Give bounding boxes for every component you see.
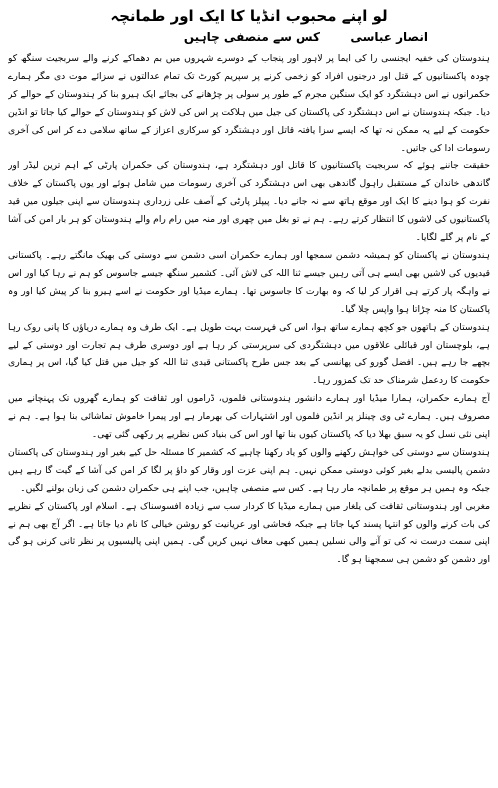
paragraph: آج ہمارے حکمران، ہمارا میڈیا اور ہمارے دانشور ہندوستانی فلموں، ڈراموں اور ثقافت کو ہمارے گھروں تک پہنچانے میں مصروف ہیں۔ ہمارے ٹی وی چینلز پر انڈین فلموں اور اشتہارات کی بھرمار ہے اور پیمرا خاموش تماشائی بنا ہوا ہے۔ ہم نے اپنی نئی نسل کو یہ سبق بھلا دیا کہ پاکستان کیوں بنا تھا اور اس کی بنیاد کس نظریے پر رکھی گئی تھی۔ xyxy=(8,393,490,441)
article-body xyxy=(8,50,490,788)
paragraph: مغربی اور ہندوستانی ثقافت کی یلغار میں ہمارے میڈیا کا کردار سب سے زیادہ افسوسناک ہے۔ اسلام اور پاکستان کے نظریے کی بات کرنے والوں کو انتہا پسند کہا جاتا ہے جبکہ فحاشی اور عریانیت کو روشن خیالی کا نام دیا جاتا ہے۔ اگر آج بھی ہم نے اپنی سمت درست نہ کی تو آنے والی نسلیں ہمیں کبھی معاف نہیں کریں گی۔ ہمیں اپنی پالیسیوں پر نظر ثانی کرنی ہو گی اور دشمن کو دشمن ہی سمجھنا ہو گا۔ xyxy=(8,500,490,566)
headline: لو اپنے محبوب انڈیا کا ایک اور طمانچہ xyxy=(110,7,388,25)
paragraph: ہندوستان سے دوستی کی خواہش رکھنے والوں کو یاد رکھنا چاہیے کہ کشمیر کا مسئلہ حل کیے بغیر اور ہندوستان کی پاکستان دشمن پالیسی بدلے بغیر کوئی دوستی ممکن نہیں۔ ہم اپنی عزت اور وقار کو داؤ پر لگا کر امن کی آشا کے گیت گا رہے ہیں جبکہ وہ ہمیں ہر موقع پر طمانچہ مار رہا ہے۔ کس سے منصفی چاہیں، جب اپنے ہی حکمران دشمن کی زبان بولنے لگیں۔ xyxy=(8,446,490,494)
subtitle: کس سے منصفی چاہیں xyxy=(183,30,320,44)
paragraph: حقیقت جاننے ہوئے کہ سربجیت پاکستانیوں کا قاتل اور دہشتگرد ہے، ہندوستان کی حکمران پارٹی کے اہم ترین لیڈر اور گاندھی خاندان کے مستقبل راہول گاندھی بھی اس دہشتگرد کی آخری رسومات میں شامل ہوئے اور یوں پاکستان کے خلاف نفرت کو ہوا دینے کا ایک اور موقع ہاتھ سے نہ جانے دیا۔ پیپلز پارٹی کے آصف علی زرداری ہندوستان سے اپنی جیلوں میں قید پاکستانیوں کی لاشوں کا انتظار کرتے رہے۔ ہم نے تو بغل میں چھری اور منہ میں رام رام والے ہندوستان کو ہر بار امن کی آشا کے نام پر گلے لگایا۔ xyxy=(8,160,490,244)
author-name: انصار عباسی xyxy=(350,30,428,44)
paragraph: ہندوستان نے پاکستان کو ہمیشہ دشمن سمجھا اور ہمارے حکمران اسی دشمن سے دوستی کی بھیک مانگتے رہے۔ پاکستانی قیدیوں کی لاشیں بھی ایسے ہی آتی رہیں جیسے ثنا اللہ کی لاش آئی۔ کشمیر سنگھ جیسے جاسوس کو ہم نے رہا کیا اور اس نے واہگہ پار کرتے ہی اقرار کر لیا کہ وہ بھارت کا جاسوس تھا۔ ہمارے میڈیا اور حکومت نے اسے ہیرو بنا کر پیش کیا اور وہ پاکستان کا منہ چڑاتا ہوا واپس چلا گیا۔ xyxy=(8,249,490,315)
paragraph: ہندوستان کی خفیہ ایجنسی را کی ایما پر لاہور اور پنجاب کے دوسرے شہروں میں بم دھماکے کرنے والے سربجیت سنگھ کو چودہ پاکستانیوں کے قتل اور درجنوں افراد کو زخمی کرنے پر سپریم کورٹ تک تمام عدالتوں نے سزائے موت دی مگر ہمارے حکمرانوں نے اس دہشتگرد کو ایک سنگین مجرم کے طور پر سولی پر چڑھانے کی بجائے ایک ہیرو بنا کر ہندوستان کے حوالے کر دیا۔ جبکہ ہندوستان نے اس دہشتگرد کی پاکستان کی جیل میں ہلاکت پر اس کی لاش کو ہندوستان کے حوالے کیا جاتا تو انڈین حکومت کے لیے یہ ممکن نہ تھا کہ ایسے سزا یافتہ قاتل اور دہشتگرد کو سرکاری اعزاز کے ساتھ سلامی دے کر اس کی آخری رسومات ادا کی جاتیں۔ xyxy=(8,53,490,154)
paragraph: ہندوستان کے ہاتھوں جو کچھ ہمارے ساتھ ہوا، اس کی فہرست بہت طویل ہے۔ ایک طرف وہ ہمارے دریاؤں کا پانی روک رہا ہے، بلوچستان اور قبائلی علاقوں میں دہشتگردی کی سرپرستی کر رہا ہے اور دوسری طرف ہم تجارت اور دوستی کے لیے بچھے جا رہے ہیں۔ افضل گورو کی پھانسی کے بعد جس طرح پاکستانی قیدی ثنا اللہ کو جیل میں قتل کیا گیا، اس پر ہماری حکومت کا ردعمل شرمناک حد تک کمزور رہا۔ xyxy=(8,321,490,387)
byline-row xyxy=(8,28,490,46)
